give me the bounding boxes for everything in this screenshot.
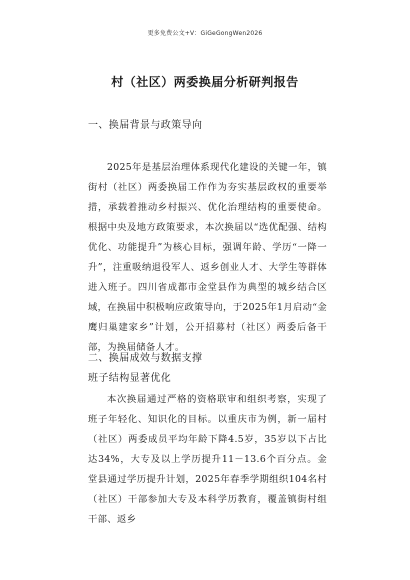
section-body-results [88,390,327,530]
section-heading-results: 二、换届成效与数据支撑 [88,353,203,364]
section-heading-background: 一、换届背景与政策导向 [88,120,203,131]
subheading-team-structure: 班子结构显著优化 [88,373,172,384]
paragraph-results: 本次换届通过严格的资格联审和组织考察，实现了班子年轻化、知识化的目标。以重庆市为例，新一届村（社区）两委成员平均年龄下降4.5岁，35岁以下占比达34%，大专及以上学历提升11－13.6个百分点。金堂县通过学历提升计划，2025年春季学期组织104名村（社区）干部参加大专及本科学历教育，覆盖镇街村组干部、返乡 [88,394,327,525]
section-body-background [88,158,327,358]
watermark-text: 更多免费公文+V：GiGeGongWen2026 [147,30,263,37]
document-title: 村（社区）两委换届分析研判报告 [111,75,299,89]
paragraph-background: 2025年是基层治理体系现代化建设的关键一年，镇街村（社区）两委换届工作作为夯实基层政权的重要举措，承载着推动乡村振兴、优化治理结构的重要使命。根据中央及地方政策要求，本次换届以“选优配强、结构优化、功能提升”为核心目标，强调年龄、学历“一降一升”，注重吸纳退役军人、返乡创业人才、大学生等群体进入班子。四川省成都市金堂县作为典型的城乡结合区域，在换届中积极响应政策导向，于2025年1月启动“金鹰归巢建家乡”计划，公开招募村（社区）两委后备干部，为换届储备人才。 [88,162,328,353]
